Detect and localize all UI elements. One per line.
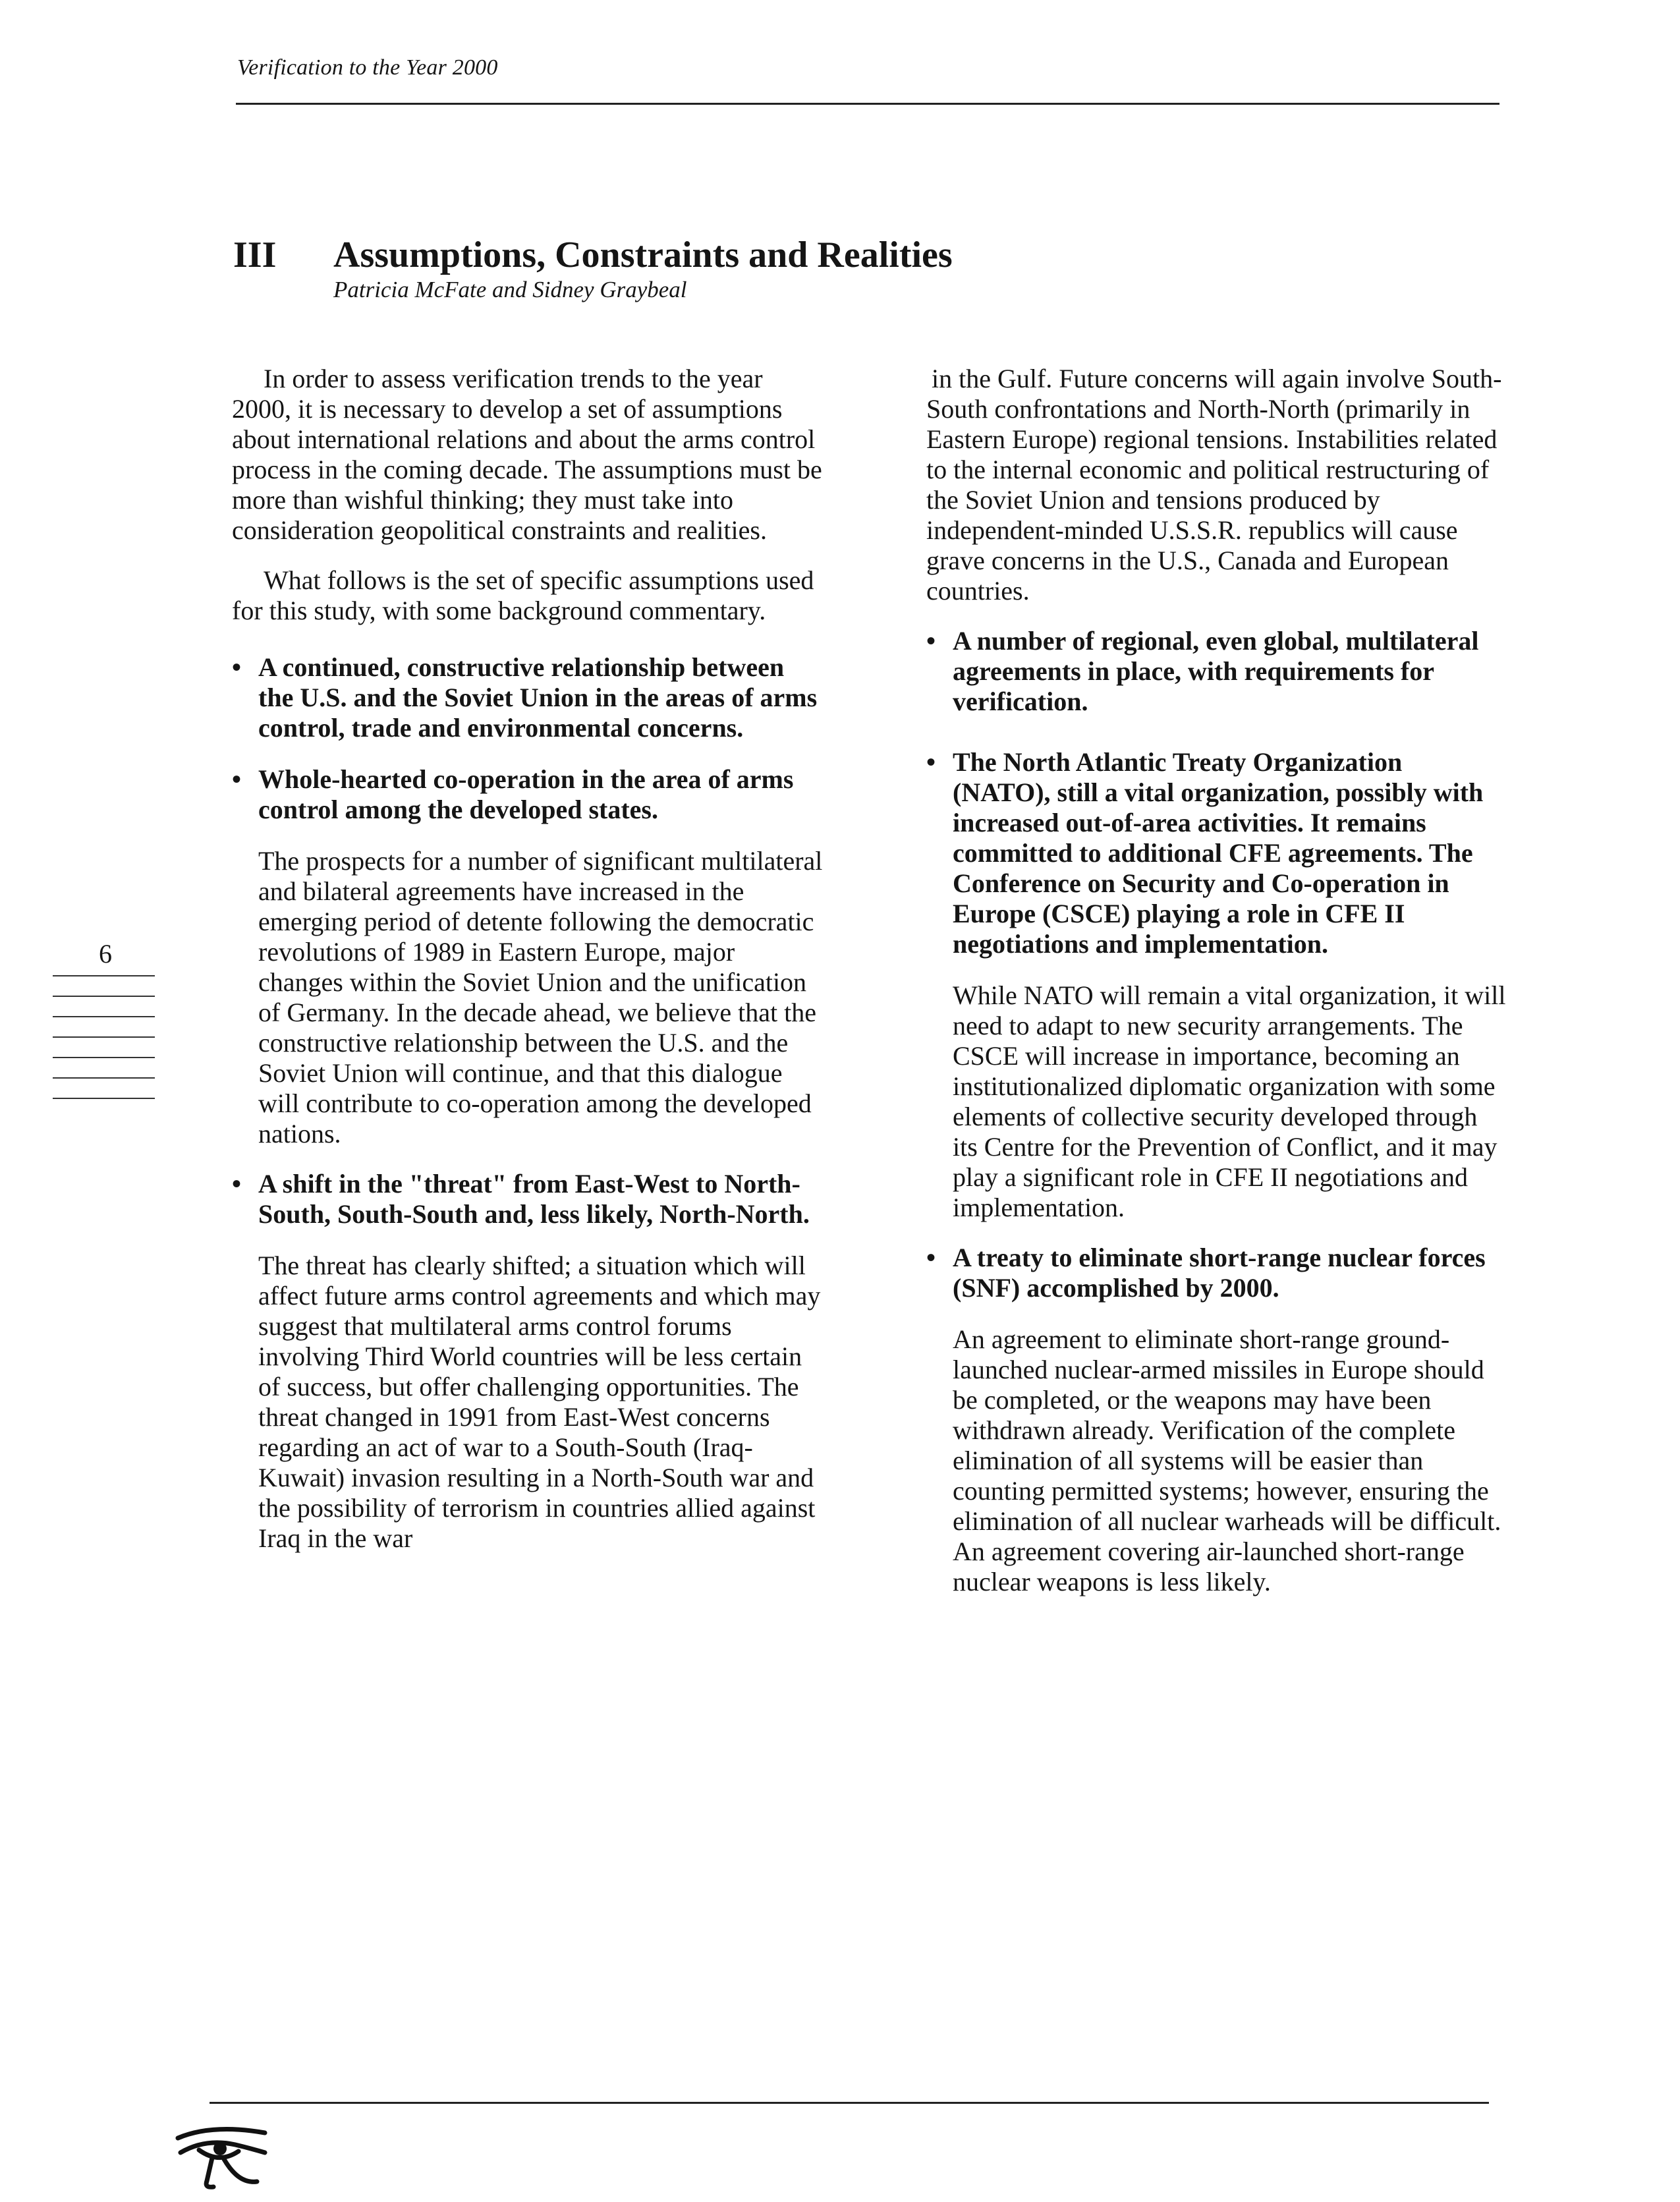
chapter-title: Assumptions, Constraints and Realities: [333, 235, 953, 275]
bullet-text: Whole-hearted co-operation in the area of arms control among the developed states.: [258, 764, 794, 824]
running-header: Verification to the Year 2000: [237, 55, 498, 80]
bullet-commentary-6: An agreement to eliminate short-range ground-launched nuclear-armed missiles in Europe should be completed, or the weapons may have been withdrawn already. Verification of the complete elimination of all systems will be easier than counting permitted systems; however, ensuring the elimination of all nuclear warheads will be difficult. An agreement covering air-launched short-range nuclear weapons is less likely.: [953, 1324, 1501, 1596]
bullet-glyph: •: [926, 747, 936, 777]
page-number: 6: [99, 939, 112, 969]
margin-line: [53, 996, 155, 997]
margin-line: [53, 1036, 155, 1038]
bullet-text: A number of regional, even global, multilateral agreements in place, with requirements for verification.: [953, 626, 1479, 716]
margin-line: [53, 1077, 155, 1079]
continued-commentary: in the Gulf. Future concerns will again involve South-South confrontations and North-North (primarily in Eastern Europe) regional tensions. Instabilities related to the internal economic and political restructuring of the Soviet Union and tensions produced by independent-minded U.S.S.R. republics will cause grave concerns in the U.S., Canada and European countries.: [926, 364, 1502, 606]
bullet-commentary-5: While NATO will remain a vital organization, it will need to adapt to new security arrangements. The CSCE will increase in importance, becoming an institutionalized diplomatic organization with some elements of collective security developed through its Centre for the Prevention of Conflict, and it may play a significant role in CFE II negotiations and implementation.: [953, 980, 1506, 1222]
bullet-glyph: •: [926, 1243, 936, 1272]
assumption-bullet-5: [926, 747, 1506, 959]
right-column: [926, 364, 1506, 1617]
bullet-text: A shift in the "threat" from East-West to North-South, South-South and, less likely, North-North.: [258, 1169, 810, 1229]
margin-line: [53, 1057, 155, 1058]
bullet-glyph: •: [232, 652, 242, 682]
bullet-commentary-3: The threat has clearly shifted; a situation which will affect future arms control agreements and which may suggest that multilateral arms control forums involving Third World countries will be less certain of success, but offer challenging opportunities. The threat changed in 1991 from East-West concerns regarding an act of war to a South-South (Iraq-Kuwait) invasion resulting in a North-South war and the possibility of terrorism in countries allied against Iraq in the war: [258, 1251, 821, 1553]
assumption-bullet-3: [232, 1169, 825, 1229]
intro-paragraph-2: What follows is the set of specific assumptions used for this study, with some background commentary.: [232, 565, 814, 625]
bullet-text: A treaty to eliminate short-range nuclear forces (SNF) accomplished by 2000.: [953, 1243, 1486, 1303]
assumption-bullet-4: [926, 626, 1506, 717]
margin-line: [53, 1016, 155, 1017]
footer-rule: [210, 2102, 1489, 2104]
chapter-number: III: [233, 235, 277, 275]
margin-line: [53, 1098, 155, 1099]
assumption-bullet-6: [926, 1243, 1506, 1303]
intro-paragraph: In order to assess verification trends to the year 2000, it is necessary to develop a set of assumptions about international relations and about the arms control process in the coming decade. The assumptions must be more than wishful thinking; they must take into consideration geopolitical constraints and realities.: [232, 364, 822, 545]
bullet-commentary-2: The prospects for a number of significant multilateral and bilateral agreements have increased in the emerging period of detente following the democratic revolutions of 1989 in Eastern Europe, major changes within the Soviet Union and the unification of Germany. In the decade ahead, we believe that the constructive relationship between the U.S. and the Soviet Union will continue, and that this dialogue will contribute to co-operation among the developed nations.: [258, 846, 823, 1148]
left-column: [232, 364, 825, 1573]
bullet-text: The North Atlantic Treaty Organization (NATO), still a vital organization, possibly with increased out-of-area activities. It remains committed to additional CFE agreements. The Conference on Security and Co-operation in Europe (CSCE) playing a role in CFE II negotiations and implementation.: [953, 747, 1484, 959]
margin-ruled-lines: [53, 975, 155, 1118]
assumption-bullet-1: [232, 652, 825, 743]
eye-of-horus-icon: [173, 2118, 271, 2191]
chapter-authors: Patricia McFate and Sidney Graybeal: [333, 277, 687, 302]
assumption-bullet-2: [232, 764, 825, 825]
header-rule: [236, 103, 1499, 105]
bullet-glyph: •: [926, 626, 936, 656]
bullet-glyph: •: [232, 1169, 242, 1199]
margin-line: [53, 975, 155, 976]
bullet-glyph: •: [232, 764, 242, 794]
bullet-text: A continued, constructive relationship between the U.S. and the Soviet Union in the areas of arms control, trade and environmental concerns.: [258, 652, 818, 743]
